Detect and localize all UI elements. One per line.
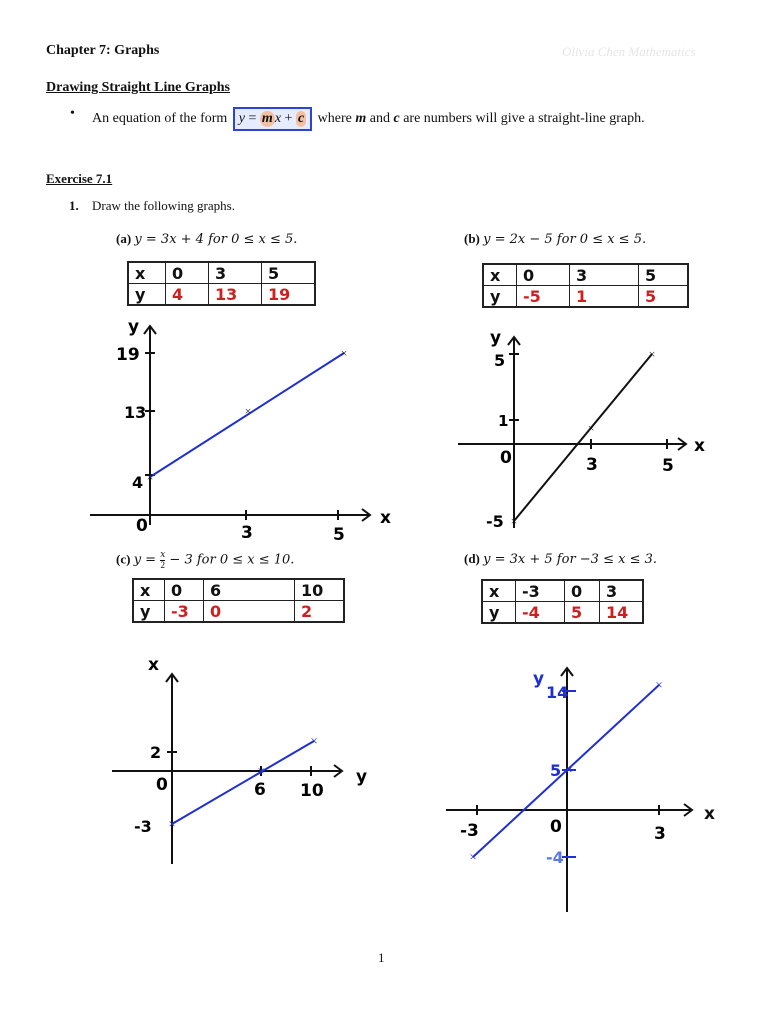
table-cell: -4 <box>516 602 565 624</box>
point-cross-icon: × <box>244 404 252 418</box>
table-cell: 0 <box>565 580 600 602</box>
graph-b-origin: 0 <box>500 448 512 468</box>
table-cell: x <box>483 264 517 286</box>
graph-b-line <box>514 354 652 521</box>
bullet-and: and <box>369 111 390 126</box>
graph-d-x-label: x <box>704 804 715 824</box>
part-c-eq-pre: y = <box>133 552 161 568</box>
table-row <box>482 602 643 624</box>
table-cell: y <box>483 286 517 308</box>
table-cell: 5 <box>639 264 689 286</box>
table-cell: 13 <box>209 284 262 306</box>
table-cell: -5 <box>517 286 570 308</box>
graph-d-origin: 0 <box>550 817 562 837</box>
part-b-label: (b) <box>464 231 480 246</box>
table-row <box>482 580 643 602</box>
graph-c-line <box>172 741 314 824</box>
page-number: 1 <box>378 950 385 965</box>
part-a-label: (a) <box>116 231 132 246</box>
eq-y: y <box>238 111 246 126</box>
table-row <box>128 284 315 306</box>
table-cell: -3 <box>516 580 565 602</box>
point-cross-icon: × <box>565 762 573 777</box>
table-cell: x <box>482 580 516 602</box>
eq-m: m <box>261 111 273 126</box>
chapter-title: Chapter 7: Graphs <box>46 43 160 58</box>
bullet-c: c <box>393 111 400 126</box>
graph-d-ytick-label: 14 <box>546 683 569 702</box>
part-a-heading <box>116 231 297 247</box>
graph-b-y-label: y <box>490 328 502 348</box>
point-cross-icon: × <box>257 763 265 778</box>
graph-a-y-label: y <box>128 317 140 337</box>
table-cell: y <box>133 601 165 623</box>
table-cell: 14 <box>600 602 644 624</box>
table-cell: 5 <box>262 262 316 284</box>
part-b-equation: y = 2x − 5 for 0 ≤ x ≤ 5. <box>483 232 647 247</box>
graph-b-ytick-label: 1 <box>498 412 509 430</box>
point-cross-icon: × <box>310 733 318 748</box>
bullet-m: m <box>355 111 367 126</box>
table-cell: 19 <box>262 284 316 306</box>
table-cell: -3 <box>165 601 204 623</box>
graph-c-y-label: x <box>148 655 159 675</box>
graph-b-xtick-label: 5 <box>662 456 674 476</box>
table-cell: 1 <box>570 286 639 308</box>
table-row <box>128 262 315 284</box>
graph-c-xtick-label: 6 <box>254 780 266 800</box>
table-cell: 10 <box>295 579 345 601</box>
author-watermark: Olivia Chen Mathematics <box>562 44 696 59</box>
table-cell: x <box>133 579 165 601</box>
bullet-where: where <box>317 111 352 126</box>
equation-box <box>233 107 312 131</box>
graph-d-y-label: y <box>533 669 545 689</box>
graph-a-ytick-label: 19 <box>116 345 140 365</box>
part-a-equation: y = 3x + 4 for 0 ≤ x ≤ 5. <box>134 232 298 247</box>
point-cross-icon: × <box>469 849 477 864</box>
part-c-frac-num: x <box>160 550 166 560</box>
table-row <box>133 601 344 623</box>
exercise-title: Exercise 7.1 <box>46 171 113 186</box>
table-cell: y <box>128 284 166 306</box>
table-d <box>481 579 644 624</box>
table-cell: 5 <box>639 286 689 308</box>
table-row <box>483 286 688 308</box>
table-cell: 4 <box>166 284 209 306</box>
bullet-pre: An equation of the form <box>92 111 228 126</box>
table-row <box>133 579 344 601</box>
bullet-text <box>92 107 645 131</box>
point-cross-icon: × <box>510 514 518 528</box>
table-cell: x <box>128 262 166 284</box>
table-a <box>127 261 316 306</box>
graph-b-x-label: x <box>694 436 705 456</box>
graph-a-xtick-label: 3 <box>241 523 253 543</box>
table-cell: 6 <box>204 579 295 601</box>
table-cell: 3 <box>600 580 644 602</box>
table-row <box>483 264 688 286</box>
part-c-label: (c) <box>116 551 131 567</box>
table-cell: 3 <box>570 264 639 286</box>
graph-d-xtick-label: -3 <box>460 821 479 841</box>
graph-c-x-label: y <box>356 767 368 787</box>
point-cross-icon: × <box>655 677 663 692</box>
section-title: Drawing Straight Line Graphs <box>46 80 230 95</box>
part-b-heading <box>464 231 646 247</box>
point-cross-icon: × <box>587 421 595 435</box>
point-cross-icon: × <box>648 347 656 361</box>
point-cross-icon: × <box>168 816 176 831</box>
part-d-label: (d) <box>464 551 480 566</box>
part-d-heading <box>464 551 657 567</box>
graph-b-ytick-label: 5 <box>494 351 506 370</box>
point-cross-icon: × <box>146 470 154 484</box>
eq-plus: + <box>281 111 296 126</box>
table-cell: 0 <box>165 579 204 601</box>
graph-b-ytick-label: -5 <box>486 512 504 531</box>
table-cell: 0 <box>204 601 295 623</box>
part-d-equation: y = 3x + 5 for −3 ≤ x ≤ 3. <box>483 552 658 567</box>
eq-x: x <box>274 111 282 126</box>
table-cell: 0 <box>517 264 570 286</box>
table-cell: 5 <box>565 602 600 624</box>
graph-a-ytick-label: 13 <box>124 403 147 422</box>
graph-a-xtick-label: 5 <box>333 525 345 545</box>
bullet-icon: • <box>70 106 75 121</box>
table-c <box>132 578 345 623</box>
graph-d <box>440 662 730 918</box>
point-cross-icon: × <box>340 346 348 360</box>
graph-c-ytick-label: -3 <box>134 817 152 836</box>
part-c-frac-den: 2 <box>160 560 165 570</box>
bullet-rest: are numbers will give a straight-line graph. <box>403 111 645 126</box>
part-c-eq-post: − 3 for 0 ≤ x ≤ 10. <box>165 552 295 568</box>
graph-b-xtick-label: 3 <box>586 455 598 475</box>
table-cell: 0 <box>166 262 209 284</box>
graph-b <box>450 325 720 540</box>
graph-a-ytick-label: 4 <box>132 473 144 492</box>
graph-c-xtick-label: 10 <box>300 781 324 801</box>
graph-d-xtick-label: 3 <box>654 824 666 844</box>
graph-a <box>80 312 410 552</box>
graph-d-ytick-label: 5 <box>550 761 562 780</box>
part-c-heading <box>116 551 294 570</box>
graph-a-x-label: x <box>380 508 391 528</box>
question-text: Draw the following graphs. <box>92 198 235 213</box>
eq-c: c <box>297 111 305 126</box>
table-b <box>482 263 689 308</box>
eq-equals: = <box>245 111 260 126</box>
graph-d-ytick-label: -4 <box>546 848 564 867</box>
graph-c-origin: 0 <box>156 775 168 795</box>
graph-a-origin: 0 <box>136 516 148 536</box>
table-cell: y <box>482 602 516 624</box>
table-cell: 3 <box>209 262 262 284</box>
graph-c <box>104 650 384 870</box>
graph-c-ytick-label: 2 <box>150 743 162 762</box>
question-number: 1. <box>69 198 79 213</box>
table-cell: 2 <box>295 601 345 623</box>
